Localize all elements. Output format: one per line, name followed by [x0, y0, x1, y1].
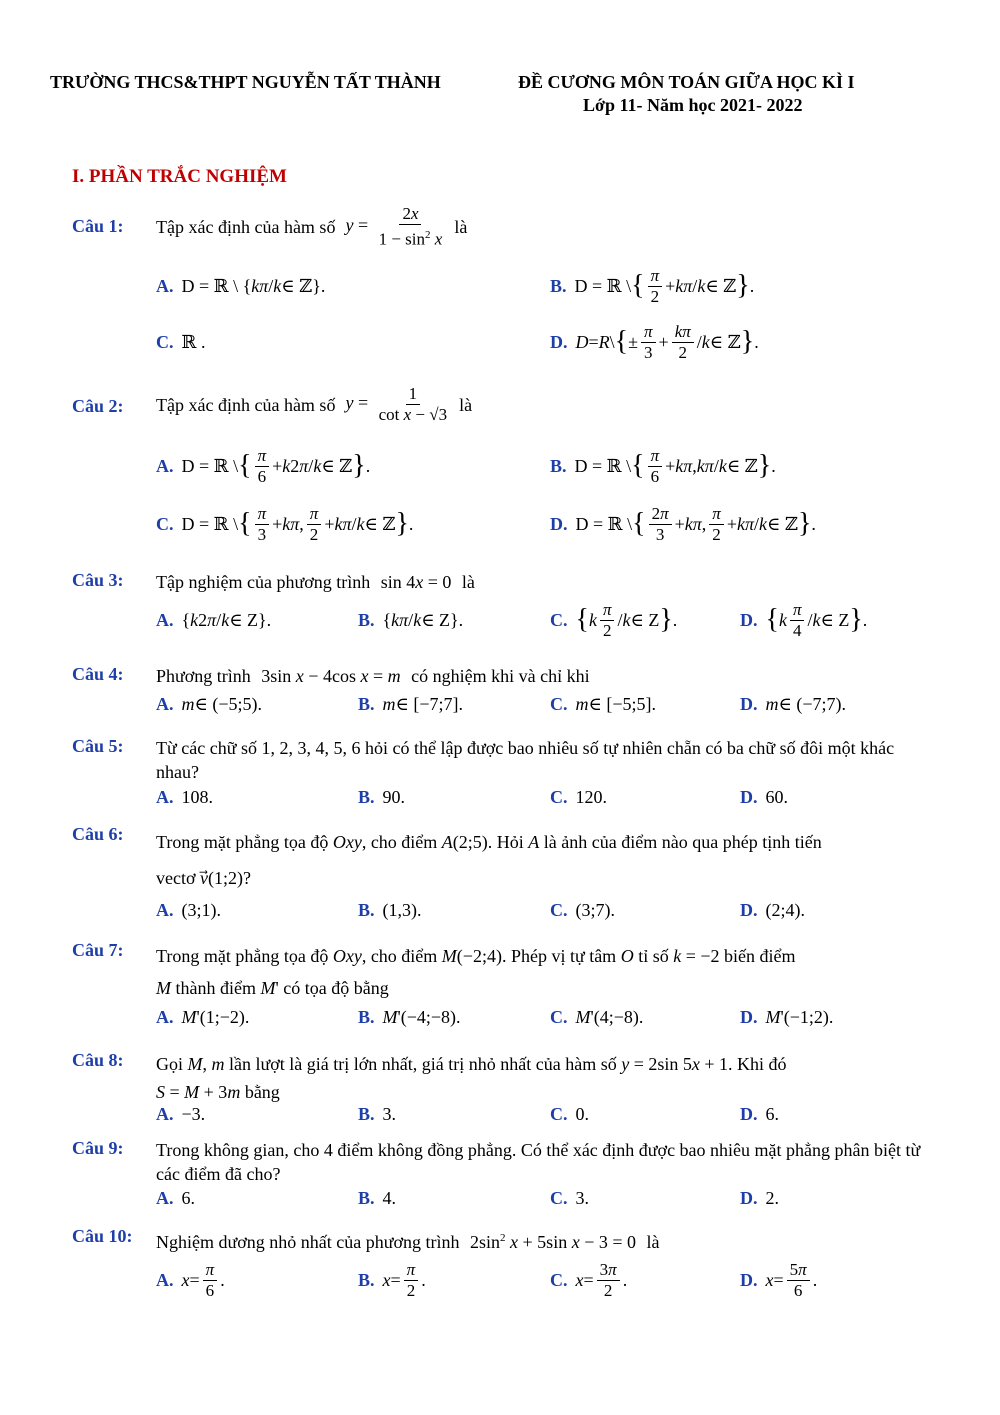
option-d[interactable]: D. 6 . — [740, 1103, 779, 1124]
option-b[interactable]: B. M '(−4;−8). — [358, 1006, 461, 1027]
question-3 — [72, 570, 932, 594]
option-b[interactable]: B. (1,3). — [358, 899, 422, 920]
option-a[interactable]: A. { k 2 π / k ∈ Z}. — [156, 609, 272, 630]
question-text: Từ các chữ số 1, 2, 3, 4, 5, 6 hỏi có thể lập được bao nhiêu số tự nhiên chẵn có ba chữ số đôi một khác nhau? — [156, 738, 895, 782]
document-header — [50, 72, 960, 122]
option-d[interactable]: D. m ∈ (−7;7). — [740, 693, 846, 714]
document-subtitle: Lớp 11- Năm học 2021- 2022 — [583, 95, 803, 115]
option-c[interactable]: C. 3. — [550, 1187, 589, 1208]
math-expression: 3sin x − 4cos x = m — [261, 666, 401, 686]
options-row — [156, 998, 932, 1036]
math-expression: $2\sin^2$ x + 5sin x − 3 = 0 — [470, 1232, 637, 1252]
option-b[interactable]: B. D = ℝ \ { $\frac{\pi}{2}$ + kπ / k ∈ ℤ } . — [550, 265, 755, 306]
question-text: Tập xác định của hàm số — [156, 216, 336, 237]
option-b[interactable]: B. { kπ / k ∈ Z}. — [358, 609, 464, 630]
option-a[interactable]: A. D = ℝ \ { $\frac{\pi}{6}$ + k 2 π / k ∈ ℤ } . — [156, 445, 371, 486]
question-9 — [72, 1138, 932, 1186]
option-a[interactable]: A. 108 . — [156, 786, 213, 807]
question-text: Phương trình — [156, 666, 251, 686]
question-label: Câu 7: — [72, 940, 124, 960]
option-d[interactable]: D. M '(−1;2). — [740, 1006, 834, 1027]
math-expression: y = $\frac{2x}{1 - \sin^2 x}$ — [345, 204, 443, 249]
option-d[interactable]: D. D = R \ { ± $\frac{\pi}{3}$ + $\frac{k\pi}{2}$ / k ∈ ℤ } . — [550, 321, 759, 362]
options-row — [156, 600, 932, 640]
option-a[interactable]: A. (3;1). — [156, 899, 221, 920]
question-7: Câu 7: Trong mặt phẳng tọa độ Oxy, cho điểm M(−2;4). Phép vị tự tâm O tỉ số k = −2 biến điểm M thành điểm M' có tọa độ bằng — [72, 940, 796, 998]
question-label: Câu 10: — [72, 1226, 133, 1246]
question-6: Câu 6: Trong mặt phẳng tọa độ Oxy, cho điểm A(2;5). Hỏi A là ảnh của điểm nào qua phép tịnh tiến vectơ v⃗(1;2)? — [72, 824, 822, 888]
options-row — [156, 1256, 932, 1304]
option-c[interactable]: C. ℝ . — [156, 331, 206, 352]
question-text: Tập xác định của hàm số — [156, 394, 336, 415]
question-text: Tập nghiệm của phương trình — [156, 572, 371, 592]
option-a[interactable]: A. M '(1;−2). — [156, 1006, 250, 1027]
question-tail: là — [461, 572, 475, 592]
option-c[interactable]: C. { k $\frac{\pi}{2}$ / k ∈ Z } . — [550, 599, 678, 640]
options-row — [156, 780, 932, 814]
math-expression: sin 4x = 0 — [380, 572, 452, 592]
question-tail: là — [459, 394, 473, 415]
option-d[interactable]: D. D = ℝ \ { $\frac{2\pi}{3}$ + kπ , $\frac{\pi}{2}$ + kπ / k ∈ ℤ } . — [550, 503, 816, 544]
question-2 — [72, 384, 932, 425]
question-4 — [72, 664, 932, 688]
option-d[interactable]: D. x = $\frac{5\pi}{6}$ . — [740, 1259, 818, 1300]
option-c[interactable]: C. 0 . — [550, 1103, 589, 1124]
option-c[interactable]: C. x = $\frac{3\pi}{2}$ . — [550, 1259, 628, 1300]
question-label: Câu 5: — [72, 736, 124, 756]
question-1 — [72, 204, 932, 250]
option-d[interactable]: D. 60 . — [740, 786, 788, 807]
question-5 — [72, 736, 932, 784]
question-text: Trong không gian, cho 4 điểm không đồng phẳng. Có thể xác định được bao nhiêu mặt phẳng phân biệt từ các điểm đã cho? — [156, 1140, 921, 1184]
options-row — [156, 686, 932, 722]
options-row — [156, 446, 932, 486]
question-label: Câu 9: — [72, 1138, 124, 1158]
option-d[interactable]: D. 2. — [740, 1187, 779, 1208]
option-b[interactable]: B. D = ℝ \ { $\frac{\pi}{6}$ + kπ , kπ / k ∈ ℤ } . — [550, 445, 776, 486]
question-label: Câu 3: — [72, 570, 124, 590]
option-c[interactable]: C. D = ℝ \ { $\frac{\pi}{3}$ + kπ , $\frac{\pi}{2}$ + kπ / k ∈ ℤ } . — [156, 503, 414, 544]
option-c[interactable]: C. 120 . — [550, 786, 607, 807]
option-a[interactable]: A. D = ℝ \ { kπ / k ∈ ℤ}. — [156, 275, 326, 296]
question-label: Câu 2: — [72, 396, 124, 416]
question-label: Câu 4: — [72, 664, 124, 684]
question-label: Câu 1: — [72, 216, 124, 236]
options-row — [156, 1100, 932, 1128]
math-expression: y = $\frac{1}{\text{cot x − √3}}$ — [345, 384, 448, 424]
options-row — [156, 890, 932, 930]
option-a[interactable]: A. x = $\frac{\pi}{6}$ . — [156, 1259, 225, 1300]
section-title: I. PHẦN TRẮC NGHIỆM — [72, 166, 287, 187]
option-c[interactable]: C. m ∈ [−5;5]. — [550, 693, 656, 714]
option-a[interactable]: A. m ∈ (−5;5). — [156, 693, 262, 714]
option-b[interactable]: B. 3 . — [358, 1103, 397, 1124]
options-row — [156, 322, 932, 362]
option-c[interactable]: C. (3;7). — [550, 899, 615, 920]
option-b[interactable]: B. x = $\frac{\pi}{2}$ . — [358, 1259, 426, 1300]
school-name: TRƯỜNG THCS&THPT NGUYỄN TẤT THÀNH — [50, 72, 441, 92]
question-label: Câu 6: — [72, 824, 124, 844]
option-b[interactable]: B. 90 . — [358, 786, 406, 807]
options-row — [156, 504, 932, 544]
question-8: Câu 8: Gọi M, m lần lượt là giá trị lớn nhất, giá trị nhỏ nhất của hàm số y = 2sin 5x + 1. Khi đó S = M + 3m bằng — [72, 1050, 787, 1102]
document-title: ĐỀ CƯƠNG MÔN TOÁN GIỮA HỌC KÌ I — [518, 72, 855, 92]
option-b[interactable]: B. m ∈ [−7;7]. — [358, 693, 463, 714]
option-d[interactable]: D. (2;4). — [740, 899, 805, 920]
question-tail: là — [454, 216, 468, 237]
question-tail: có nghiệm khi và chỉ khi — [411, 666, 590, 686]
options-row — [156, 1184, 932, 1212]
options-row — [156, 266, 932, 306]
option-c[interactable]: C. M '(4;−8). — [550, 1006, 644, 1027]
option-a[interactable]: A. −3 . — [156, 1103, 206, 1124]
question-10: Câu 10: Nghiệm dương nhỏ nhất của phương trình $2\sin^2$ x + 5sin x − 3 = 0 là — [72, 1226, 660, 1252]
option-d[interactable]: D. { k $\frac{\pi}{4}$ / k ∈ Z } . — [740, 599, 868, 640]
option-a[interactable]: A. 6. — [156, 1187, 195, 1208]
option-b[interactable]: B. 4. — [358, 1187, 397, 1208]
question-label: Câu 8: — [72, 1050, 124, 1070]
